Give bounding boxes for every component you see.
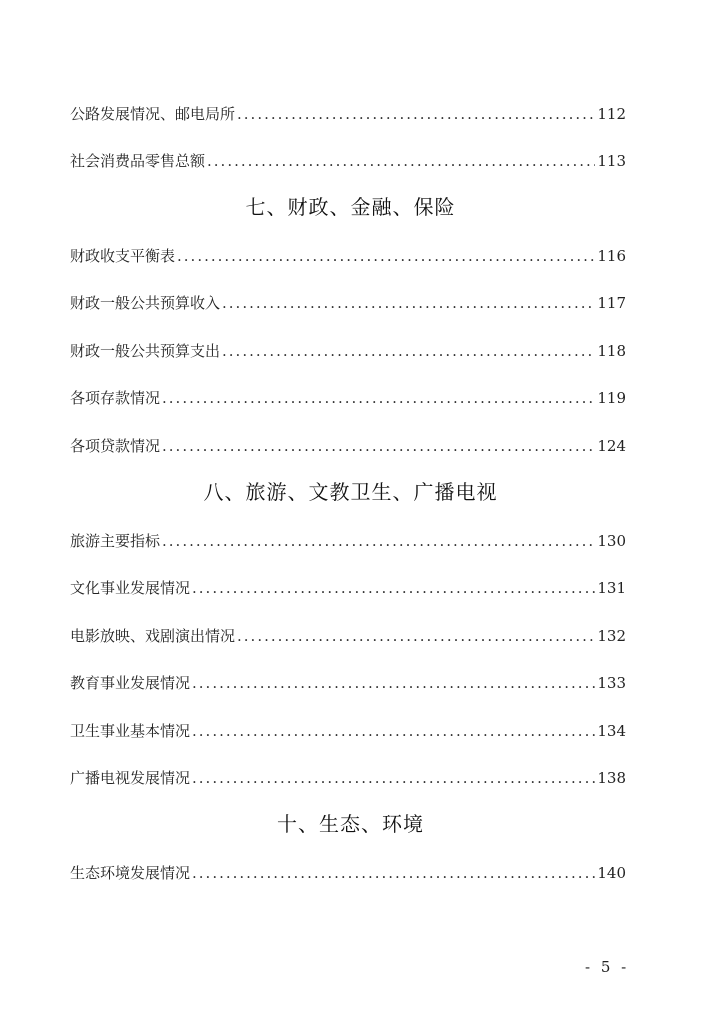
toc-entry-education [70,669,626,693]
toc-entry-page: 116 [597,247,626,265]
toc-entry-page: 134 [597,722,626,740]
dot-leader [192,721,595,741]
section-heading-tourism-culture: 八、旅游、文教卫生、广播电视 [203,480,498,504]
dot-leader [207,151,595,171]
section-heading-ecology: 十、生态、环境 [277,812,424,836]
toc-entry-loans [70,432,626,456]
toc-entry-health [70,717,626,741]
dot-leader [177,246,595,266]
toc-entry-page: 124 [597,437,626,455]
toc-entry-title: 旅游主要指标 [70,532,161,550]
toc-entry-retail-sales [70,147,626,171]
toc-entry-page: 133 [597,674,626,692]
toc-entry-page: 131 [597,579,626,597]
toc-entry-page: 140 [597,864,626,882]
toc-entry-tourism [70,527,626,551]
toc-entry-title: 财政一般公共预算收入 [70,294,221,312]
toc-entry-page: 119 [597,389,626,407]
page-number: - 5 - [585,958,630,976]
toc-entry-ecology [70,859,626,883]
toc-entry-title: 电影放映、戏剧演出情况 [70,627,236,645]
toc-entry-page: 130 [597,532,626,550]
toc-entry-title: 财政收支平衡表 [70,247,176,265]
toc-entry-title: 教育事业发展情况 [70,674,191,692]
toc-entry-page: 118 [597,342,626,360]
toc-entry-page: 132 [597,627,626,645]
toc-entry-budget-revenue [70,289,626,313]
section-heading-finance: 七、财政、金融、保险 [245,195,456,219]
toc-entry-page: 112 [597,105,626,123]
dot-leader [237,626,595,646]
toc-entry-title: 广播电视发展情况 [70,769,191,787]
dot-leader [192,768,595,788]
toc-entry-deposits [70,384,626,408]
toc-entry-highway-postal [70,100,626,124]
dot-leader [162,388,595,408]
toc-entry-page: 113 [597,152,626,170]
toc-entry-film-drama [70,622,626,646]
dot-leader [192,863,595,883]
dot-leader [237,104,595,124]
toc-entry-title: 社会消费品零售总额 [70,152,206,170]
toc-entry-title: 生态环境发展情况 [70,864,191,882]
toc-entry-broadcasting [70,764,626,788]
dot-leader [162,436,595,456]
toc-entry-title: 卫生事业基本情况 [70,722,191,740]
toc-entry-budget-expenditure [70,337,626,361]
toc-entry-page: 117 [597,294,626,312]
toc-entry-title: 文化事业发展情况 [70,579,191,597]
dot-leader [162,531,595,551]
toc-entry-title: 各项贷款情况 [70,437,161,455]
toc-entry-title: 财政一般公共预算支出 [70,342,221,360]
toc-entry-title: 公路发展情况、邮电局所 [70,105,236,123]
toc-entry-page: 138 [597,769,626,787]
toc-entry-culture [70,574,626,598]
dot-leader [192,578,595,598]
dot-leader [192,673,595,693]
dot-leader [222,341,595,361]
toc-entry-title: 各项存款情况 [70,389,161,407]
toc-entry-fiscal-balance [70,242,626,266]
dot-leader [222,293,595,313]
